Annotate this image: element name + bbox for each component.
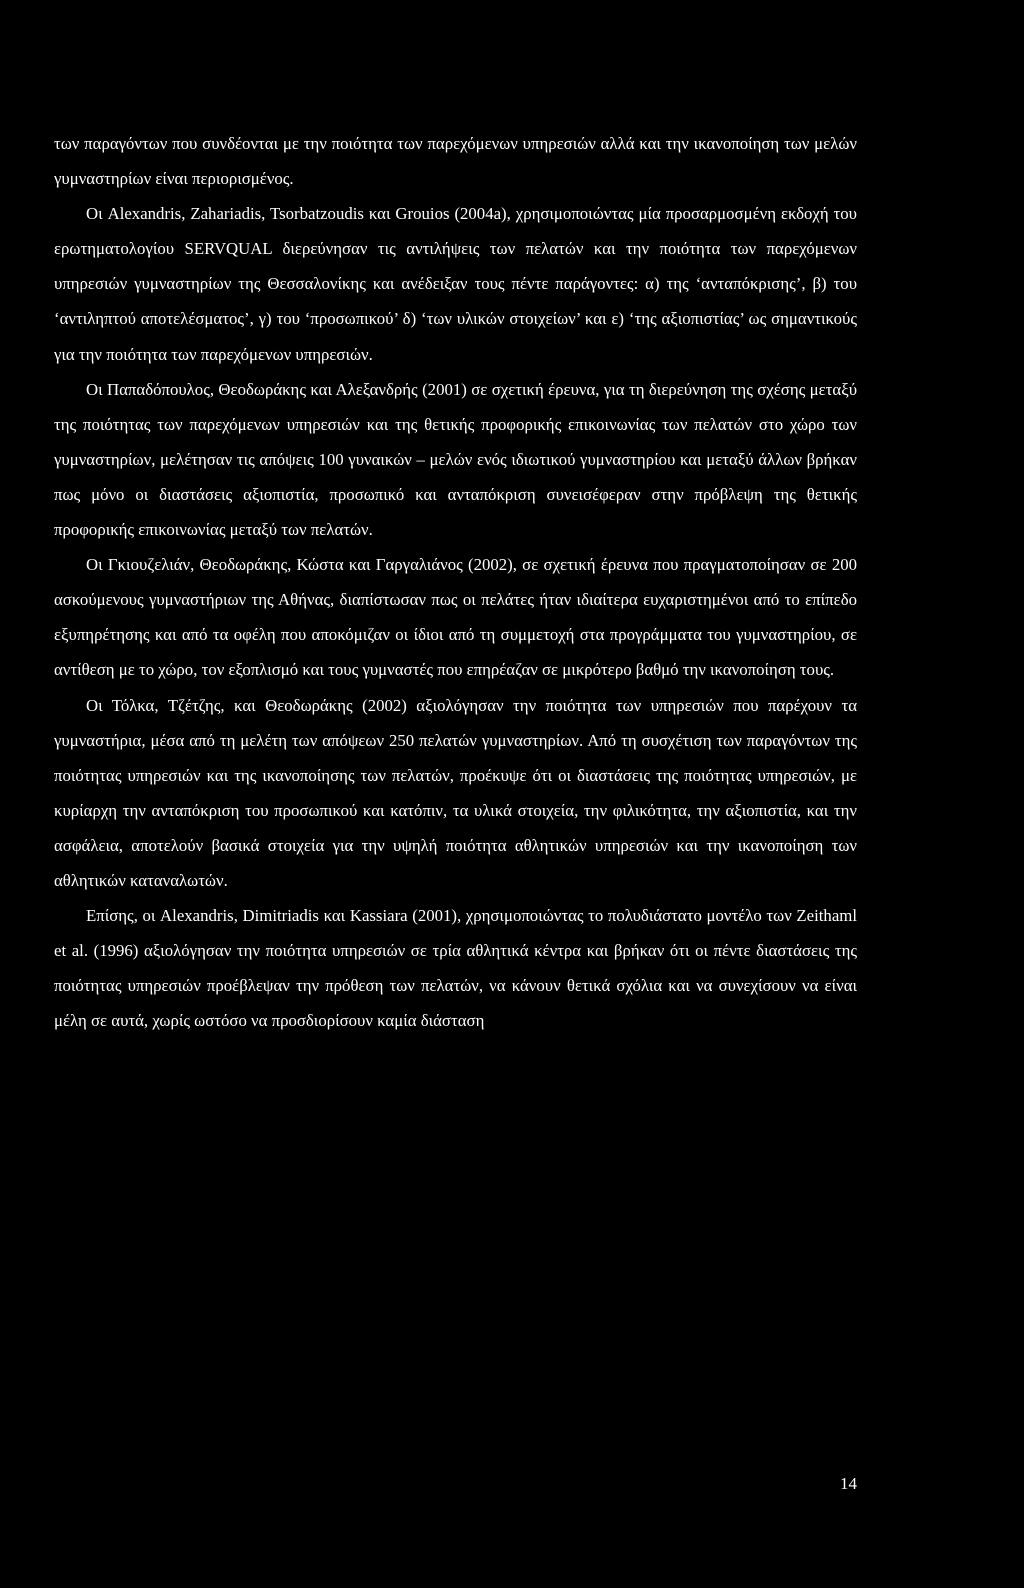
- paragraph-alexandris-2004: Οι Alexandris, Zahariadis, Tsorbatzoudis και Grouios (2004a), χρησιμοποιώντας μία προσαρμοσμένη εκδοχή του ερωτηματολογίου SERVQUAL διερεύνησαν τις αντιλήψεις των πελατών και την ποιότητα των παρεχόμενων υπηρεσιών γυμναστηρίων της Θεσσαλονίκης και ανέδειξαν τους πέντε παράγοντες: α) της ‘ανταπόκρισης’, β) του ‘αντιληπτού αποτελέσματος’, γ) του ‘προσωπικού’ δ) ‘των υλικών στοιχείων’ και ε) ‘της αξιοπιστίας’ ως σημαντικούς για την ποιότητα των παρεχόμενων υπηρεσιών.: [54, 204, 857, 364]
- paragraph-alexandris-2001: Επίσης, οι Alexandris, Dimitriadis και Kassiara (2001), χρησιμοποιώντας το πολυδιάστατο μοντέλο των Zeithaml et al. (1996) αξιολόγησαν την ποιότητα υπηρεσιών σε τρία αθλητικά κέντρα και βρήκαν ότι οι πέντε διαστάσεις της ποιότητας υπηρεσιών προέβλεψαν την πρόθεση των πελατών, να κάνουν θετικά σχόλια και να συνεχίσουν να είναι μέλη σε αυτά, χωρίς ωστόσο να προσδιορίσουν καμία διάσταση: [54, 906, 857, 1031]
- document-body: [54, 126, 857, 1038]
- paragraph-tolka-2002: Οι Τόλκα, Τζέτζης, και Θεοδωράκης (2002) αξιολόγησαν την ποιότητα των υπηρεσιών που παρέχουν τα γυμναστήρια, μέσα από τη μελέτη των απόψεων 250 πελατών γυμναστηρίων. Από τη συσχέτιση των παραγόντων της ποιότητας υπηρεσιών και της ικανοποίησης των πελατών, προέκυψε ότι οι διαστάσεις της ποιότητας υπηρεσιών, με κυρίαρχη την ανταπόκριση του προσωπικού και κατόπιν, τα υλικά στοιχεία, την φιλικότητα, την αξιοπιστία, και την ασφάλεια, αποτελούν βασικά στοιχεία για την υψηλή ποιότητα αθλητικών υπηρεσιών και την ικανοποίηση των αθλητικών καταναλωτών.: [54, 695, 857, 890]
- page-number: 14: [840, 1474, 857, 1493]
- paragraph-continuation: των παραγόντων που συνδέονται με την ποιότητα των παρεχόμενων υπηρεσιών αλλά και την ικανοποίηση των μελών γυμναστηρίων είναι περιορισμένος.: [54, 134, 857, 189]
- paragraph-papadopoulos-2001: Οι Παπαδόπουλος, Θεοδωράκης και Αλεξανδρής (2001) σε σχετική έρευνα, για τη διερεύνηση της σχέσης μεταξύ της ποιότητας των παρεχόμενων υπηρεσιών και της θετικής προφορικής επικοινωνίας των πελατών στο χώρο των γυμναστηρίων, μελέτησαν τις απόψεις 100 γυναικών – μελών ενός ιδιωτικού γυμναστηρίου και μεταξύ άλλων βρήκαν πως μόνο οι διαστάσεις αξιοπιστία, προσωπικό και ανταπόκριση συνεισέφεραν στην πρόβλεψη της θετικής προφορικής επικοινωνίας μεταξύ των πελατών.: [54, 379, 857, 540]
- paragraph-giouzelian-2002: Οι Γκιουζελιάν, Θεοδωράκης, Κώστα και Γαργαλιάνος (2002), σε σχετική έρευνα που πραγματοποίησαν σε 200 ασκούμενους γυμναστήριων της Αθήνας, διαπίστωσαν πως οι πελάτες ήταν ιδιαίτερα ευχαριστημένοι από το επίπεδο εξυπηρέτησης και από τα οφέλη που αποκόμιζαν οι ίδιοι από τη συμμετοχή στα προγράμματα του γυμναστηρίου, σε αντίθεση με το χώρο, τον εξοπλισμό και τους γυμναστές που επηρέαζαν σε μικρότερο βαθμό την ικανοποίηση τους.: [54, 555, 857, 680]
